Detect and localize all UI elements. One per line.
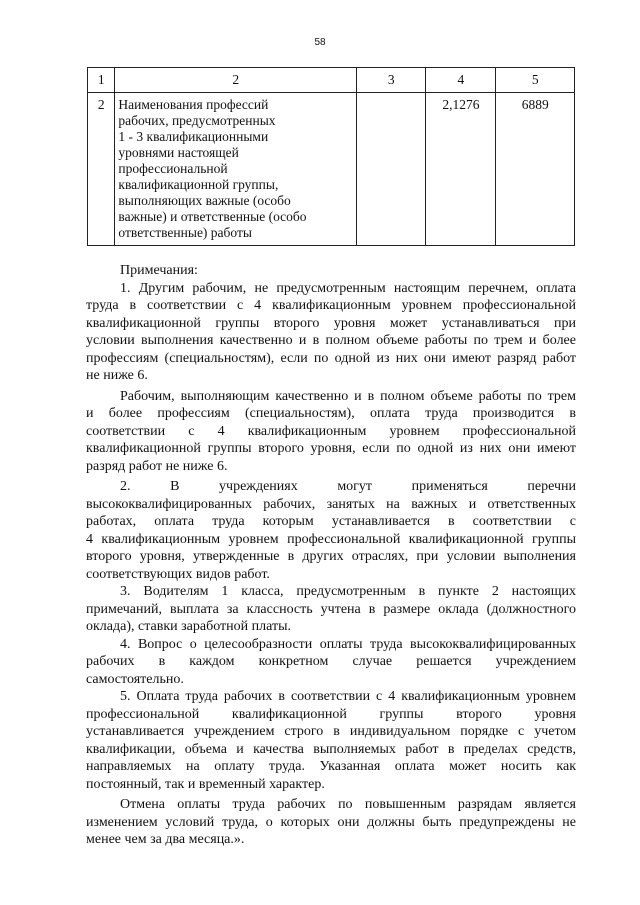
header-cell-5: 5	[496, 68, 575, 93]
note-paragraph-6	[86, 688, 576, 793]
text-line: Рабочим, выполняющим качественно и в полном объеме работы по трем	[120, 388, 576, 404]
text-line: профессиональной квалификационной группы второго уровня	[86, 706, 576, 722]
text-line: условии выполнения качественно и в полном объеме работы по трем и более	[86, 333, 576, 348]
text-line: изменением условий труда, о которых они должны быть предупреждены не	[86, 814, 576, 830]
notes-title: Примечания:	[120, 263, 198, 278]
text-line: разряд работ не ниже 6.	[86, 458, 228, 474]
note-paragraph-2	[86, 388, 576, 476]
text-line: 3. Водителям 1 класса, предусмотренным в пункте 2 настоящих	[120, 584, 576, 599]
name-line: профессиональной	[118, 161, 228, 176]
header-cell-1: 1	[88, 68, 115, 93]
note-paragraph-1	[86, 280, 576, 385]
text-line: и более профессиям (специальностям), оплата труда производится в	[86, 406, 576, 421]
table-row	[88, 93, 575, 246]
name-line: ответственные) работы	[118, 225, 252, 240]
text-line: самостоятельно.	[86, 671, 184, 687]
text-line: работах, оплата труда которым устанавливается в соответствии с	[86, 514, 576, 529]
text-line: квалификационной группы второго уровня может устанавливаться при	[86, 315, 576, 331]
note-paragraph-3	[86, 478, 576, 583]
name-line: рабочих, предусмотренных	[118, 113, 276, 128]
text-line: 2. В учреждениях могут применяться перечни	[120, 479, 576, 494]
header-cell-2: 2	[115, 68, 357, 93]
text-line: оклада), ставки заработной платы.	[86, 619, 291, 634]
text-line: 4 квалификационным уровнем профессиональной квалификационной группы	[86, 531, 576, 547]
text-line: постоянный, так и временный характер.	[86, 776, 325, 792]
text-line: направляемых на оплату труда. Указанная оплата может носить как	[86, 759, 576, 774]
text-line: квалификационной группы второго уровня, если по одной из них они имеют	[86, 441, 576, 456]
text-line: Отмена оплаты труда рабочих по повышенным разрядам является	[120, 797, 576, 812]
text-line: 4. Вопрос о целесообразности оплаты труда высококвалифицированных	[120, 636, 576, 652]
cell-col3	[357, 93, 426, 246]
text-line: примечаний, выплата за классность учтена в размере оклада (должностного	[86, 601, 576, 617]
text-line: 5. Оплата труда рабочих в соответствии с 4 квалификационным уровнем	[120, 689, 576, 704]
text-line: 1. Другим рабочим, не предусмотренным настоящим перечнем, оплата	[120, 280, 576, 296]
text-line: рабочих в каждом конкретном случае решается учреждением	[86, 654, 576, 669]
text-line: труда в соответствии с 4 квалификационным уровнем профессиональной	[86, 298, 576, 313]
page-number: 58	[314, 37, 326, 48]
text-line: профессиям (специальностям), если по одной из них они имеют разряд работ	[86, 350, 576, 366]
text-line: устанавливается учреждением строго в индивидуальном порядке с учетом	[86, 724, 576, 739]
coefficient-cell: 2,1276	[426, 93, 496, 246]
text-line: соответствующих видов работ.	[86, 566, 270, 582]
text-line: второго уровня, утвержденные в других отраслях, при условии выполнения	[86, 549, 576, 564]
text-line: не ниже 6.	[86, 368, 148, 383]
header-cell-4: 4	[426, 68, 496, 93]
name-line: важные) и ответственные (особо	[118, 209, 307, 224]
text-line: менее чем за два месяца.».	[86, 832, 245, 847]
text-line: квалификации, объема и качества выполняемых работ в пределах средств,	[86, 741, 576, 757]
name-line: Наименования профессий	[118, 97, 269, 112]
name-line: квалификационной группы,	[118, 177, 279, 192]
notes-section	[86, 262, 576, 849]
note-paragraph-7	[86, 796, 576, 849]
header-cell-3: 3	[357, 68, 426, 93]
name-line: уровнями настоящей	[118, 145, 239, 160]
row-number: 2	[88, 93, 115, 246]
amount-cell: 6889	[496, 93, 575, 246]
profession-name-cell	[115, 93, 357, 246]
name-line: выполняющих важные (особо	[118, 193, 291, 208]
note-paragraph-5	[86, 636, 576, 689]
text-line: соответствии с 4 квалификационным уровнем профессиональной	[86, 423, 576, 439]
note-paragraph-4	[86, 583, 576, 636]
text-line: высококвалифицированных рабочих, занятых на важных и ответственных	[86, 496, 576, 512]
profession-table	[87, 67, 575, 246]
name-line: 1 - 3 квалификационными	[118, 129, 269, 144]
table-header-row	[88, 68, 575, 93]
